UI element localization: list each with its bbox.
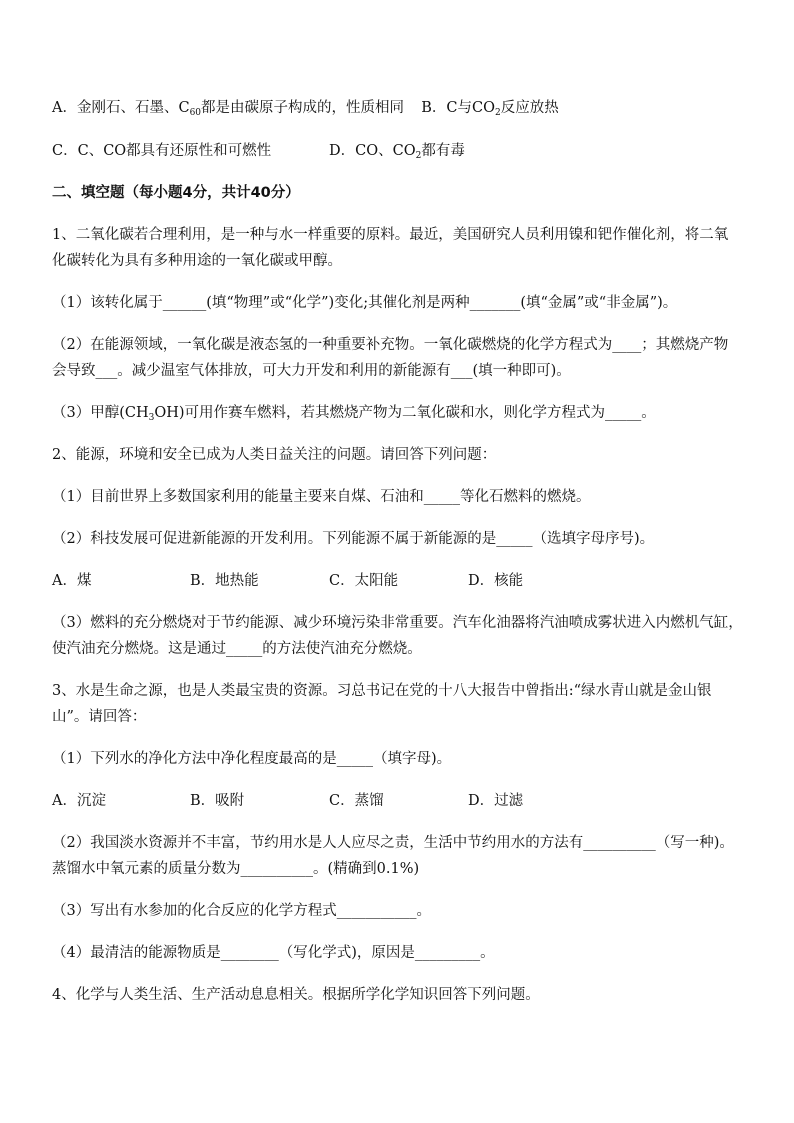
option-a: A．金刚石、石墨、$C_{60}$都是由碳原子构成的，性质相同 (52, 100, 405, 118)
q3-stem-line2: 山”。请回答： (52, 709, 147, 725)
q2-stem: 2、能源，环境和安全已成为人类日益关注的问题。请回答下列问题： (52, 447, 497, 463)
option-row-ab (52, 98, 559, 118)
q1-stem-line1: 1、二氧化碳若合理利用，是一种与水一样重要的原料。最近，美国研究人员利用镍和钯作催化剂，将二氧 (52, 227, 729, 243)
q1-stem-line2: 化碳转化为具有多种用途的一氧化碳或甲醇。 (52, 253, 342, 269)
q3-part4: （4）最清洁的能源物质是________（写化学式)，原因是_________。 (52, 945, 495, 961)
q1-part1: （1）该转化属于______(填“物理”或“化学”)变化;其催化剂是两种_______(填“金属”或“非金属”)。 (52, 295, 678, 311)
q3-stem-line1: 3、水是生命之源，也是人类最宝贵的资源。习总书记在党的十八大报告中曾指出:“绿水青山就是金山银 (52, 683, 712, 699)
option-d: D．CO、$CO_2$都有毒 (329, 143, 465, 161)
q3-part3: （3）写出有水参加的化合反应的化学方程式___________。 (52, 903, 431, 919)
q2-option-d: D．核能 (468, 573, 524, 589)
q2-part1: （1）目前世界上多数国家利用的能量主要来自煤、石油和_____等化石燃料的燃烧。 (52, 489, 591, 505)
q3-part1: （1）下列水的净化方法中净化程度最高的是_____（填字母)。 (52, 751, 452, 767)
option-row-cd (52, 141, 271, 161)
section-title: 二、填空题（每小题4分，共计40分） (52, 185, 300, 201)
q3-part2-line1: （2）我国淡水资源并不丰富，节约用水是人人应尽之责，生活中节约用水的方法有__________（写一种)。 (52, 835, 734, 851)
q3-option-b: B．吸附 (190, 793, 245, 809)
q3-option-a: A．沉淀 (52, 793, 106, 809)
q3-option-d: D．过滤 (468, 793, 524, 809)
q3-part2-line2: 蒸馏水中氧元素的质量分数为__________。(精确到0.1%) (52, 861, 420, 877)
q1-part2-line2: 会导致___。减少温室气体排放，可大力开发和利用的新能源有___(填一种即可)。 (52, 363, 571, 379)
q2-part2: （2）科技发展可促进新能源的开发利用。下列能源不属于新能源的是_____（选填字母序号)。 (52, 531, 655, 547)
q2-option-a: A．煤 (52, 573, 92, 589)
q4-stem: 4、化学与人类生活、生产活动息息相关。根据所学化学知识回答下列问题。 (52, 987, 540, 1003)
q2-part3-line1: （3）燃料的充分燃烧对于节约能源、减少环境污染非常重要。汽车化油器将汽油喷成雾状进入内燃机气缸， (52, 615, 743, 631)
q2-option-c: C．太阳能 (329, 573, 399, 589)
q3-option-c: C．蒸馏 (329, 793, 384, 809)
option-c: C．C、CO都具有还原性和可燃性 (52, 143, 272, 159)
q2-option-b: B．地热能 (190, 573, 259, 589)
q1-part3: （3）甲醇$(CH_3OH)$可用作赛车燃料，若其燃烧产物为二氧化碳和水，则化学方程式为_____。 (52, 405, 656, 423)
q1-part2-line1: （2）在能源领域，一氧化碳是液态氢的一种重要补充物。一氧化碳燃烧的化学方程式为____；其燃烧产物 (52, 337, 729, 353)
q2-part3-line2: 使汽油充分燃烧。这是通过_____的方法使汽油充分燃烧。 (52, 641, 422, 657)
option-b: B．C与$CO_2$反应放热 (421, 100, 559, 118)
